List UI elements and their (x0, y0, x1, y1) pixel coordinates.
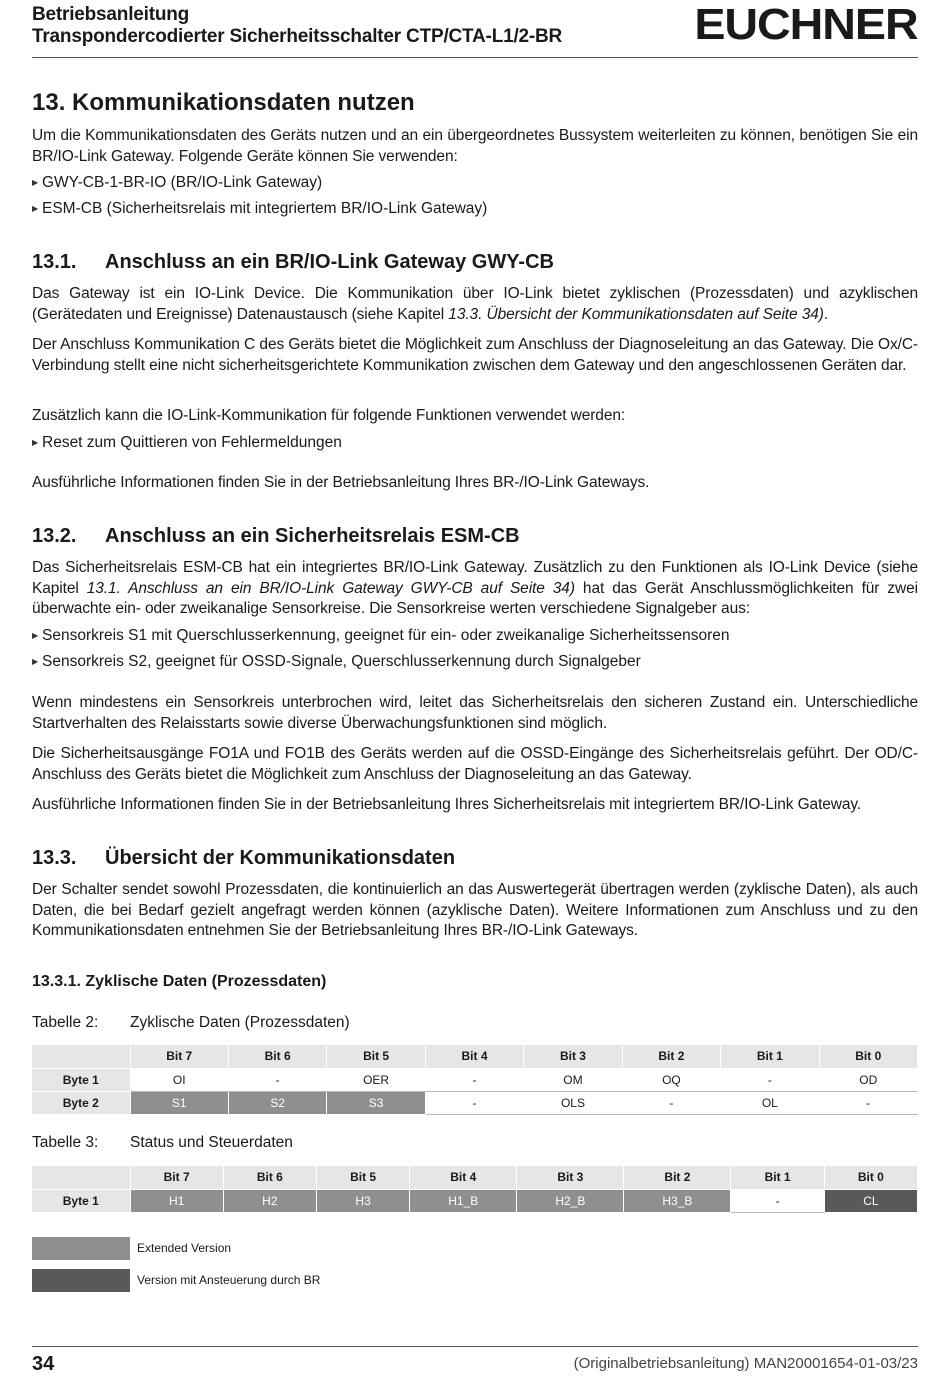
section-13-3-1-heading: 13.3.1. Zyklische Daten (Prozessdaten) (32, 973, 327, 990)
column-header: Bit 2 (624, 1166, 731, 1189)
euchner-logo: EUCHNER (694, 0, 918, 49)
section-13-2-paragraph-2: Wenn mindestens ein Sensorkreis unterbrochen wird, leitet das Sicherheitsrelais den sicheren Zustand ein. Unterschiedliche Startverhalten des Relaisstarts sowie diverse Überwachungsfunktionen sind möglich. (32, 694, 918, 732)
status-control-table (32, 1166, 918, 1213)
cyclic-data-table (32, 1045, 918, 1115)
column-header: Bit 0 (819, 1045, 917, 1068)
list-item-text: ESM-CB (Sicherheitsrelais mit integriertem BR/IO-Link Gateway) (42, 200, 488, 217)
footer-divider (32, 1346, 918, 1347)
table-cell: OLS (524, 1091, 622, 1114)
table-cell: OER (327, 1068, 425, 1091)
table-cell: H3 (316, 1189, 409, 1212)
column-header: Bit 5 (327, 1045, 425, 1068)
table-cell: H1 (130, 1189, 223, 1212)
section-13-3-paragraph: Der Schalter sendet sowohl Prozessdaten, die kontinuierlich an das Auswertegerät übertragen werden (zyklische Daten), als auch Daten, die bei Bedarf gezielt angefragt werden können (azyklische Daten). Weitere Informationen zum Anschluss und zu den Kommunikationsdaten entnehmen Sie der Betriebsanleitung Ihres BR-/IO-Link Gateways. (32, 881, 918, 939)
list-item (32, 626, 730, 646)
section-13-1-heading (32, 250, 554, 274)
table-caption-text: Zyklische Daten (Prozessdaten) (130, 1014, 350, 1031)
list-item (32, 652, 641, 672)
page-header (32, 2, 918, 58)
table-cell: - (425, 1068, 523, 1091)
legend-text-br: Version mit Ansteuerung durch BR (137, 1273, 321, 1287)
table-cell: H2 (223, 1189, 316, 1212)
table-label: Tabelle 3: (32, 1134, 99, 1151)
table-corner-cell (32, 1166, 130, 1189)
table-cell: H1_B (410, 1189, 517, 1212)
table-cell: OM (524, 1068, 622, 1091)
list-item-text: Sensorkreis S2, geeignet für OSSD-Signale, Querschlusserkennung durch Signalgeber (42, 653, 641, 670)
table-cell: S3 (327, 1091, 425, 1114)
table-label: Tabelle 2: (32, 1014, 99, 1031)
table-2-caption (32, 1013, 350, 1033)
section-13-2-heading (32, 524, 520, 548)
table-cell: - (425, 1091, 523, 1114)
table-cell: CL (824, 1189, 917, 1212)
row-header: Byte 1 (32, 1068, 130, 1091)
list-item-text: Sensorkreis S1 mit Querschlusserkennung, geeignet für ein- oder zweikanalige Sicherheitssensoren (42, 627, 730, 644)
table-3-caption (32, 1133, 293, 1153)
list-item (32, 199, 487, 219)
section-title: Anschluss an ein BR/IO-Link Gateway GWY-CB (105, 251, 554, 273)
column-header: Bit 3 (517, 1166, 624, 1189)
table-cell: OL (721, 1091, 819, 1114)
bullet-triangle-icon: ▶ (32, 204, 39, 213)
list-item (32, 433, 342, 453)
column-header: Bit 6 (228, 1045, 326, 1068)
section-13-1-paragraph-4: Ausführliche Informationen finden Sie in der Betriebsanleitung Ihres BR-/IO-Link Gateways. (32, 474, 650, 491)
column-header: Bit 1 (731, 1166, 824, 1189)
table-cell: OI (130, 1068, 228, 1091)
column-header: Bit 3 (524, 1045, 622, 1068)
column-header: Bit 1 (721, 1045, 819, 1068)
section-number: 13.3. (32, 847, 77, 869)
bullet-triangle-icon: ▶ (32, 438, 39, 447)
row-header: Byte 1 (32, 1189, 130, 1212)
legend-swatch-extended (32, 1237, 130, 1260)
section-number: 13.1. (32, 251, 77, 273)
section-title: Übersicht der Kommunikationsdaten (105, 847, 456, 869)
section-13-2-paragraph-4: Ausführliche Informationen finden Sie in der Betriebsanleitung Ihres Sicherheitsrelais mit integriertem BR/IO-Link Gateway. (32, 796, 862, 813)
legend-text-extended: Extended Version (137, 1241, 232, 1255)
column-header: Bit 5 (316, 1166, 409, 1189)
table-row (32, 1068, 918, 1091)
table-cell: - (721, 1068, 819, 1091)
section-13-heading: 13. Kommunikationsdaten nutzen (32, 89, 415, 116)
table-cell: - (819, 1091, 917, 1114)
bullet-triangle-icon: ▶ (32, 178, 39, 187)
table-corner-cell (32, 1045, 130, 1068)
section-13-2-paragraph-1: Das Sicherheitsrelais ESM-CB hat ein integriertes BR/IO-Link Gateway. Zusätzlich zu den Funktionen als IO-Link Device (siehe Kapitel 13.1. Anschluss an ein BR/IO-Link Gateway GWY-CB auf Seite 34) hat das Gerät Anschlussmöglichkeiten für zwei überwachte ein- oder zweikanalige Sensorkreise. Die Sensorkreise werten verschiedene Signalgeber aus: (32, 559, 918, 617)
header-subtitle: Transpondercodierter Sicherheitsschalter CTP/CTA-L1/2-BR (32, 26, 563, 47)
table-caption-text: Status und Steuerdaten (130, 1134, 293, 1151)
column-header: Bit 0 (824, 1166, 917, 1189)
table-row (32, 1091, 918, 1114)
cross-reference-link[interactable]: 13.1. Anschluss an ein BR/IO-Link Gateway GWY-CB auf Seite 34) (86, 579, 575, 597)
section-13-paragraph: Um die Kommunikationsdaten des Geräts nutzen und an ein übergeordnetes Bussystem weiterleiten zu können, benötigen Sie ein BR/IO-Link Gateway. Folgende Geräte können Sie verwenden: (32, 127, 918, 165)
list-item-text: GWY-CB-1-BR-IO (BR/IO-Link Gateway) (42, 174, 323, 191)
cross-reference-link[interactable]: 13.3. Übersicht der Kommunikationsdaten auf Seite 34) (448, 305, 824, 323)
legend-swatch-br (32, 1269, 130, 1292)
table-header-row (32, 1166, 918, 1189)
section-13-2-paragraph-3: Die Sicherheitsausgänge FO1A und FO1B des Geräts werden auf die OSSD-Eingänge des Sicherheitsrelais geführt. Der OD/C-Anschluss des Geräts bietet die Möglichkeit zum Anschluss der Diagnoseleitung an das Gateway. (32, 745, 918, 783)
table-cell: - (622, 1091, 720, 1114)
row-header: Byte 2 (32, 1091, 130, 1114)
section-13-1-paragraph-2: Der Anschluss Kommunikation C des Geräts bietet die Möglichkeit zum Anschluss der Diagnoseleitung an das Gateway. Die Ox/C-Verbindung stellt eine nicht sicherheitsgerichtete Kommunikation zwischen dem Gateway und den angeschlossenen Geräten dar. (32, 336, 918, 374)
column-header: Bit 4 (410, 1166, 517, 1189)
bullet-triangle-icon: ▶ (32, 657, 39, 666)
table-cell: H2_B (517, 1189, 624, 1212)
table-cell: - (228, 1068, 326, 1091)
table-header-row (32, 1045, 918, 1068)
column-header: Bit 4 (425, 1045, 523, 1068)
section-13-1-paragraph-1: Das Gateway ist ein IO-Link Device. Die Kommunikation über IO-Link bietet zyklischen (Prozessdaten) und azyklischen (Gerätedaten und Ereignisse) Datenaustausch (siehe Kapitel 13.3. Übersicht der Kommunikationsdaten auf Seite 34). (32, 285, 918, 323)
table-cell: OD (819, 1068, 917, 1091)
column-header: Bit 2 (622, 1045, 720, 1068)
list-item-text: Reset zum Quittieren von Fehlermeldungen (42, 434, 342, 451)
bullet-triangle-icon: ▶ (32, 631, 39, 640)
section-title: Anschluss an ein Sicherheitsrelais ESM-CB (105, 525, 520, 547)
table-cell: OQ (622, 1068, 720, 1091)
list-item (32, 173, 322, 193)
column-header: Bit 7 (130, 1166, 223, 1189)
table-cell: H3_B (624, 1189, 731, 1212)
document-reference: (Originalbetriebsanleitung) MAN20001654-01-03/23 (573, 1355, 918, 1372)
section-13-1-paragraph-3: Zusätzlich kann die IO-Link-Kommunikation für folgende Funktionen verwendet werden: (32, 407, 626, 424)
section-13-3-heading (32, 846, 455, 870)
table-cell: S2 (228, 1091, 326, 1114)
header-title: Betriebsanleitung (32, 4, 190, 25)
table-cell: - (731, 1189, 824, 1212)
section-number: 13.2. (32, 525, 77, 547)
table-row (32, 1189, 918, 1212)
document-page (32, 0, 918, 1378)
table-cell: S1 (130, 1091, 228, 1114)
page-number: 34 (32, 1353, 55, 1375)
column-header: Bit 6 (223, 1166, 316, 1189)
column-header: Bit 7 (130, 1045, 228, 1068)
